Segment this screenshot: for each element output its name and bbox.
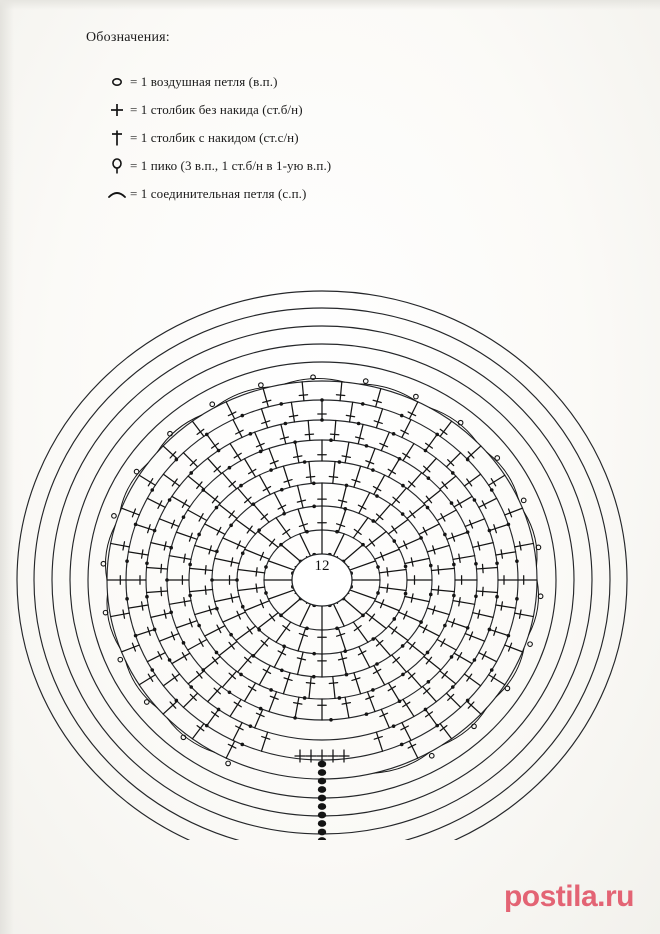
watermark-dot: . xyxy=(597,880,605,913)
stitch-symbols xyxy=(101,375,543,840)
legend-item xyxy=(104,68,506,96)
legend-item-label: = 1 столбик без накида (ст.б/н) xyxy=(130,102,303,117)
legend-title: Обозначения: xyxy=(86,30,170,45)
crochet-chart-svg xyxy=(0,240,660,840)
legend-item xyxy=(104,124,506,152)
legend-item-label: = 1 соединительная петля (с.п.) xyxy=(130,186,307,201)
plus-cross-icon xyxy=(104,102,130,118)
legend-item-label: = 1 пико (3 в.п., 1 ст.б/н в 1-ую в.п.) xyxy=(130,158,332,173)
legend-item xyxy=(104,96,506,124)
legend-item-label: = 1 воздушная петля (в.п.) xyxy=(130,74,278,89)
legend-item xyxy=(104,180,506,208)
oval-loop-icon xyxy=(104,75,130,89)
scan-edge-top xyxy=(0,0,660,10)
legend-block xyxy=(86,30,506,208)
slip-stitch-arc-icon xyxy=(104,188,130,200)
watermark xyxy=(504,880,634,914)
crochet-chart xyxy=(0,240,660,840)
legend-item xyxy=(104,152,506,180)
picot-loop-icon xyxy=(104,157,130,175)
dagger-post-icon xyxy=(104,129,130,147)
watermark-main: postila xyxy=(503,880,598,913)
legend-item-label: = 1 столбик с накидом (ст.с/н) xyxy=(130,130,299,145)
center-ring-label: 12 xyxy=(314,558,330,574)
watermark-tld: ru xyxy=(605,880,634,913)
